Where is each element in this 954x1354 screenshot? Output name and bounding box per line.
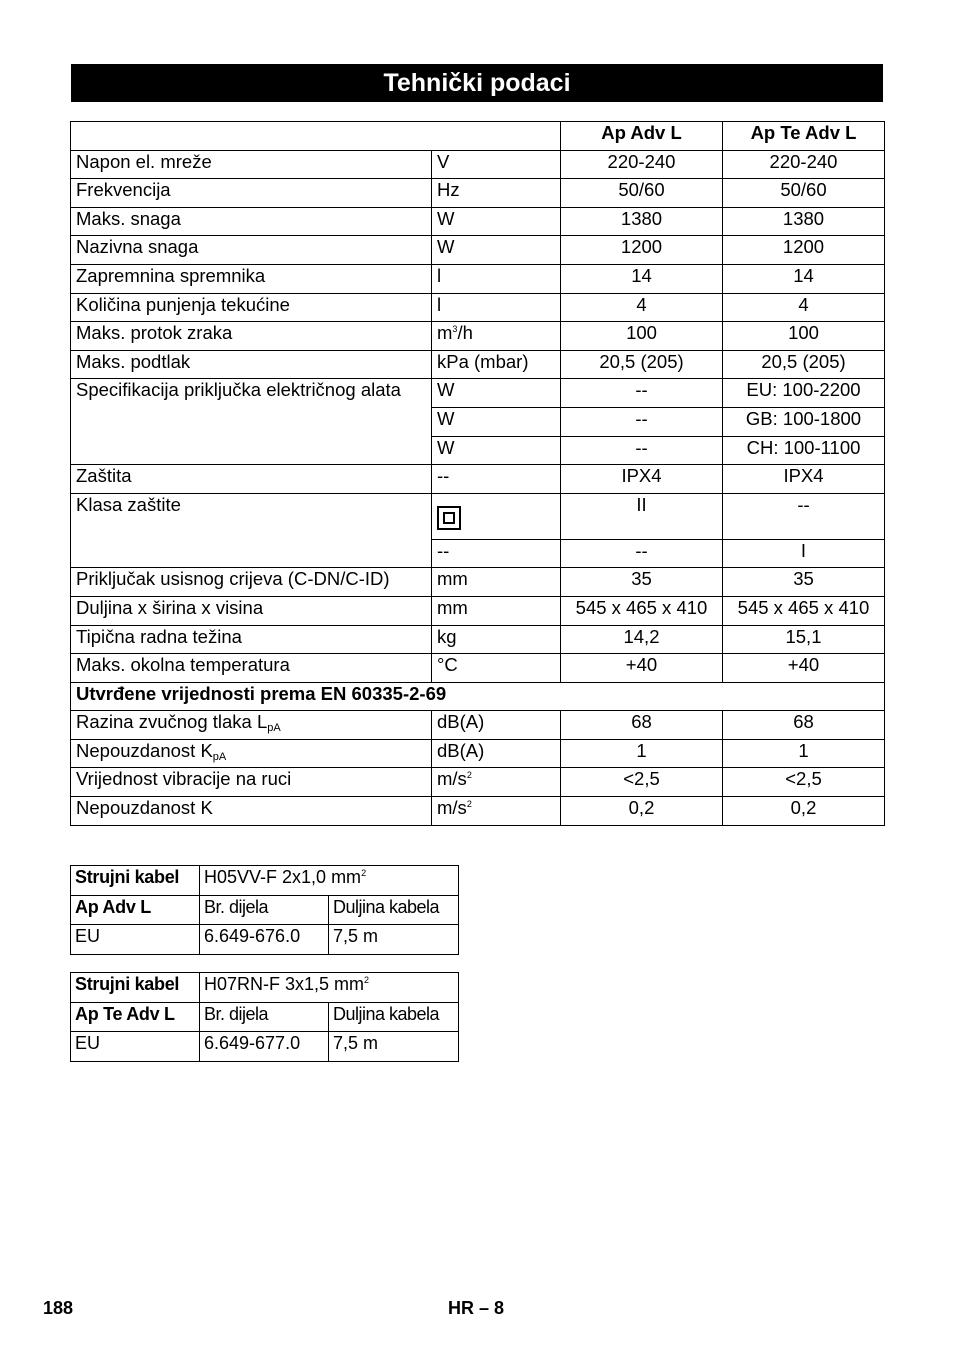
- row-value-2: CH: 100-1100: [723, 436, 885, 465]
- table-row: [71, 596, 885, 625]
- cable-region: EU: [71, 925, 200, 955]
- row-unit: [432, 322, 561, 351]
- section-row: [71, 682, 885, 711]
- row-value-2: 100: [723, 322, 885, 351]
- row-label: Vrijednost vibracije na ruci: [71, 768, 432, 797]
- row-label: Nepouzdanost K: [71, 797, 432, 826]
- section-code: HR – 8: [448, 1298, 505, 1318]
- cable-region: EU: [71, 1032, 200, 1062]
- table-row: [71, 207, 885, 236]
- table-row: [71, 465, 885, 494]
- cable-head-row: [71, 866, 459, 896]
- unit-sup: 2: [466, 799, 472, 810]
- table-row: [71, 739, 885, 768]
- table-row: [71, 768, 885, 797]
- row-value-2: 545 x 465 x 410: [723, 596, 885, 625]
- row-value-1: 4: [561, 293, 723, 322]
- cable-columns-row: [71, 1002, 459, 1032]
- row-unit: [432, 493, 561, 539]
- row-value-2: <2,5: [723, 768, 885, 797]
- table-row: [71, 711, 885, 740]
- row-label: Maks. podtlak: [71, 350, 432, 379]
- cable-part-number: 6.649-677.0: [200, 1032, 329, 1062]
- row-value-2: 15,1: [723, 625, 885, 654]
- row-value-1: --: [561, 379, 723, 408]
- row-value-2: I: [723, 539, 885, 568]
- row-value-1: 50/60: [561, 179, 723, 208]
- row-value-1: +40: [561, 654, 723, 683]
- table-row: [71, 236, 885, 265]
- table-row: [71, 350, 885, 379]
- row-value-1: <2,5: [561, 768, 723, 797]
- cable-type-base: H05VV-F 2x1,0 mm: [204, 867, 362, 887]
- label-base: Razina zvučnog tlaka L: [76, 711, 268, 733]
- header-empty: [71, 122, 561, 151]
- cable-model: Ap Adv L: [71, 895, 200, 925]
- row-unit: mm: [432, 596, 561, 625]
- row-value-1: --: [561, 539, 723, 568]
- row-value-2: 4: [723, 293, 885, 322]
- row-value-1: 100: [561, 322, 723, 351]
- row-value-1: 14,2: [561, 625, 723, 654]
- row-unit: --: [432, 539, 561, 568]
- cable-data-row: [71, 1032, 459, 1062]
- cable-part-number: 6.649-676.0: [200, 925, 329, 955]
- row-value-1: 1200: [561, 236, 723, 265]
- cable-col-length: Duljina kabela: [329, 1002, 459, 1032]
- row-value-1: --: [561, 407, 723, 436]
- row-unit: V: [432, 150, 561, 179]
- row-value-2: 20,5 (205): [723, 350, 885, 379]
- row-value-1: --: [561, 436, 723, 465]
- row-value-1: 68: [561, 711, 723, 740]
- row-label: Nazivna snaga: [71, 236, 432, 265]
- protection-class-label: Klasa zaštite: [71, 493, 432, 568]
- table-row: [71, 568, 885, 597]
- row-unit: --: [432, 465, 561, 494]
- row-unit: l: [432, 264, 561, 293]
- row-value-2: 1380: [723, 207, 885, 236]
- table-row: [71, 179, 885, 208]
- row-label: Zaštita: [71, 465, 432, 494]
- row-value-2: GB: 100-1800: [723, 407, 885, 436]
- cable-type-sup: 2: [364, 975, 370, 985]
- cable-head-row: [71, 973, 459, 1003]
- row-value-2: 35: [723, 568, 885, 597]
- row-unit: °C: [432, 654, 561, 683]
- power-cable-table-ap-adv-l: [70, 865, 459, 955]
- table-row: [71, 625, 885, 654]
- row-value-1: 14: [561, 264, 723, 293]
- row-value-1: IPX4: [561, 465, 723, 494]
- row-value-2: +40: [723, 654, 885, 683]
- page-number: 188: [43, 1298, 74, 1318]
- unit-base: m/s: [437, 768, 467, 790]
- row-value-1: II: [561, 493, 723, 539]
- row-label: Zapremnina spremnika: [71, 264, 432, 293]
- row-unit: dB(A): [432, 711, 561, 740]
- row-value-2: 68: [723, 711, 885, 740]
- row-label: Maks. protok zraka: [71, 322, 432, 351]
- protection-class-ii-icon: [437, 506, 461, 530]
- cable-type-sup: 2: [361, 868, 367, 878]
- section-heading: Utvrđene vrijednosti prema EN 60335-2-69: [71, 682, 885, 711]
- row-unit: [432, 797, 561, 826]
- cable-type-base: H07RN-F 3x1,5 mm: [204, 974, 365, 994]
- cable-type: [200, 866, 459, 896]
- table-row: [71, 797, 885, 826]
- cable-head-label: Strujni kabel: [71, 973, 200, 1003]
- row-label: [71, 739, 432, 768]
- table-row: [71, 654, 885, 683]
- row-label: [71, 711, 432, 740]
- row-label: Napon el. mreže: [71, 150, 432, 179]
- row-unit: W: [432, 207, 561, 236]
- unit-base: m/s: [437, 797, 467, 819]
- row-unit: W: [432, 379, 561, 408]
- row-value-2: 1: [723, 739, 885, 768]
- cable-col-part: Br. dijela: [200, 1002, 329, 1032]
- row-unit: kPa (mbar): [432, 350, 561, 379]
- row-value-2: 220-240: [723, 150, 885, 179]
- row-value-1: 1380: [561, 207, 723, 236]
- row-label: Maks. okolna temperatura: [71, 654, 432, 683]
- unit-sup: 2: [466, 770, 472, 781]
- row-value-1: 1: [561, 739, 723, 768]
- table-row: [71, 322, 885, 351]
- col-header-ap-te-adv-l: Ap Te Adv L: [723, 122, 885, 151]
- power-cable-table-ap-te-adv-l: [70, 972, 459, 1062]
- row-value-2: EU: 100-2200: [723, 379, 885, 408]
- row-label: Tipična radna težina: [71, 625, 432, 654]
- row-value-1: 220-240: [561, 150, 723, 179]
- table-row: [71, 493, 885, 539]
- cable-length: 7,5 m: [329, 1032, 459, 1062]
- cable-length: 7,5 m: [329, 925, 459, 955]
- row-label: Priključak usisnog crijeva (C-DN/C-ID): [71, 568, 432, 597]
- cable-data-row: [71, 925, 459, 955]
- row-value-2: --: [723, 493, 885, 539]
- row-value-2: IPX4: [723, 465, 885, 494]
- row-value-1: 0,2: [561, 797, 723, 826]
- label-base: Nepouzdanost K: [76, 739, 213, 761]
- row-value-2: 0,2: [723, 797, 885, 826]
- col-header-ap-adv-l: Ap Adv L: [561, 122, 723, 151]
- row-label: Frekvencija: [71, 179, 432, 208]
- page-title: Tehnički podaci: [71, 64, 883, 102]
- cable-type: [200, 973, 459, 1003]
- cable-model: Ap Te Adv L: [71, 1002, 200, 1032]
- tool-spec-label: Specifikacija priključka električnog alata: [71, 379, 432, 465]
- row-value-2: 50/60: [723, 179, 885, 208]
- row-value-1: 35: [561, 568, 723, 597]
- label-sub: pA: [267, 722, 281, 735]
- unit-tail: /h: [457, 322, 473, 344]
- cable-columns-row: [71, 895, 459, 925]
- row-unit: W: [432, 407, 561, 436]
- row-value-1: 20,5 (205): [561, 350, 723, 379]
- row-unit: [432, 768, 561, 797]
- row-unit: Hz: [432, 179, 561, 208]
- row-value-2: 14: [723, 264, 885, 293]
- unit-sup: 3: [452, 324, 458, 335]
- row-label: Maks. snaga: [71, 207, 432, 236]
- header-row: [71, 122, 885, 151]
- table-row: [71, 379, 885, 408]
- row-unit: kg: [432, 625, 561, 654]
- row-value-2: 1200: [723, 236, 885, 265]
- row-unit: W: [432, 236, 561, 265]
- row-unit: l: [432, 293, 561, 322]
- tech-spec-table: [70, 121, 885, 826]
- row-unit: dB(A): [432, 739, 561, 768]
- row-unit: mm: [432, 568, 561, 597]
- row-label: Duljina x širina x visina: [71, 596, 432, 625]
- row-unit: W: [432, 436, 561, 465]
- table-row: [71, 150, 885, 179]
- cable-col-part: Br. dijela: [200, 895, 329, 925]
- cable-head-label: Strujni kabel: [71, 866, 200, 896]
- row-value-1: 545 x 465 x 410: [561, 596, 723, 625]
- table-row: [71, 264, 885, 293]
- row-label: Količina punjenja tekućine: [71, 293, 432, 322]
- label-sub: pA: [212, 750, 227, 763]
- unit-base: m: [437, 322, 453, 344]
- table-row: [71, 293, 885, 322]
- cable-col-length: Duljina kabela: [329, 895, 459, 925]
